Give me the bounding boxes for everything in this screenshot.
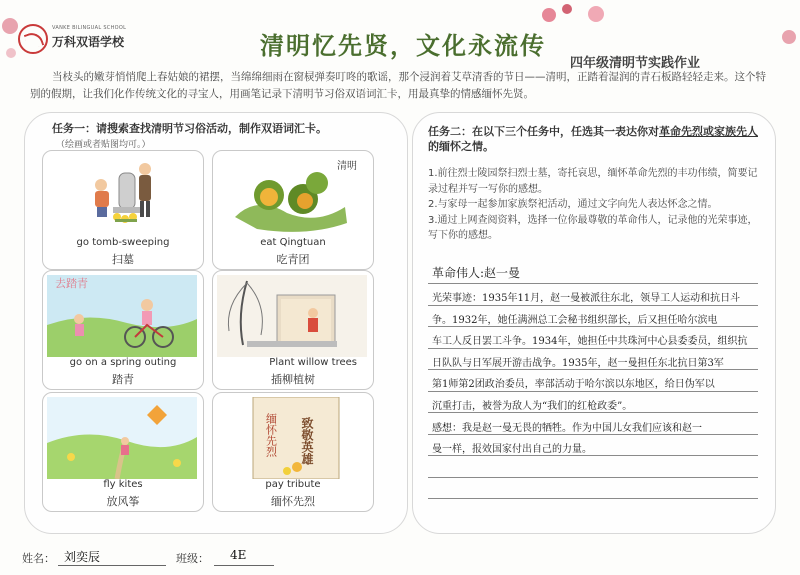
essay-line: 车工人反日罢工斗争。1934年，她担任中共珠河中心县委委员，组织抗 [432,336,748,348]
card-caption-cn: 缅怀先烈 [271,495,315,508]
tribute-poster-illustration [217,397,367,479]
blossom-decoration [588,6,604,22]
ruled-line [428,283,758,284]
card-caption-cn: 放风筝 [106,495,140,508]
task2-heading-emphasis: 革命先烈或家族先人 [659,125,758,138]
task2-options [428,166,758,244]
school-logo-mark [18,24,48,54]
blossom-decoration [562,4,572,14]
card-caption-cn: 吃青团 [276,253,310,266]
card-caption-en: go on a spring outing [69,357,177,368]
page-subtitle: 四年级清明节实践作业 [570,56,701,71]
vocab-card [212,392,374,512]
card-caption-en: go tomb-sweeping [76,237,170,248]
essay-line: 第1师第2团政治委员，率部活动于哈尔滨以东地区，给日伪军以 [432,379,715,391]
qingtuan-tag: 清明 [337,161,357,172]
card-caption-en: eat Qingtuan [260,237,326,248]
card-caption-cn: 踏青 [112,373,134,386]
class-underline [214,565,274,566]
class-label: 班级： [176,552,209,565]
essay-line: 争。1932年，她任满洲总工会秘书组织部长，后又担任哈尔滨电 [432,314,718,326]
task2-option: 1.前往烈士陵园祭扫烈士墓，寄托哀思，缅怀革命先烈的丰功伟绩，简要记录过程并写一写你的感想。 [428,168,758,195]
vocab-card [42,150,204,270]
task1-note: （绘画或者贴图均可。） [56,140,151,150]
task2-heading-c: 的缅怀之情。 [428,140,494,153]
name-label: 姓名： [22,552,55,565]
card-caption-cn: 插柳植树 [271,373,315,386]
essay-line: 光荣事迹：1935年11月，赵一曼被派往东北，领导工人运动和抗日斗 [432,293,741,304]
blossom-decoration [782,30,796,44]
task2-heading-a: 任务二：在以下三个任务中，任选其一表达你对 [428,125,659,138]
tomb-sweeping-illustration [47,155,197,237]
name-underline [58,565,166,566]
qingtuan-illustration [217,155,367,237]
task2-heading [428,124,760,154]
page-title: 清明忆先贤，文化永流传 [260,32,546,60]
essay-line: 曼一样，报效国家付出自己的力量。 [432,444,592,456]
essay-line: 感想：我是赵一曼无畏的牺牲。作为中国儿女我们应该和赵一 [432,422,702,434]
blossom-decoration [6,48,16,58]
tribute-poster-left-text: 缅怀先烈 [264,413,278,457]
task2-option: 2.与家母一起参加家族祭祀活动，通过文字向先人表达怀念之情。 [428,199,718,210]
blossom-decoration [542,8,556,22]
task1-heading: 任务一：请搜索查找清明节习俗活动，制作双语词汇卡。 [52,122,327,135]
ruled-line [428,477,758,478]
tribute-poster-right-text: 致敬英雄 [300,417,314,465]
blossom-decoration [2,18,18,34]
ruled-line [428,498,758,499]
answer-title: 革命伟人:赵一曼 [432,266,521,280]
answer-essay [432,288,758,461]
essay-line: 日队队与日军展开游击战争。1935年，赵一曼担任东北抗日第3军 [432,357,724,369]
essay-line: 沉重打击，被誉为敌人为“我们的红枪政委”。 [432,400,633,412]
vocab-card [212,150,374,270]
task2-option: 3.通过上网查阅资料，选择一位你最尊敬的革命伟人，记录他的光荣事迹，写下你的感想。 [428,214,758,241]
school-name-cn: 万科双语学校 [52,35,125,49]
intro-paragraph: 当枝头的嫩芽悄悄爬上春姑娘的裙摆，当绵绵细雨在窗棂弹奏叮咚的歌谣，那个浸润着艾草清香的节日——清明，正踏着湿润的青石板路轻轻走来。这个特别的假期，让我们化作传统文化的寻宝人，用画笔记录下清明节习俗双语词汇卡，用最真挚的情感缅怀先贤。 [30,71,766,100]
card-caption-en: Plant willow trees [269,357,357,368]
vocab-card [42,392,204,512]
spring-outing-tag: 去踏青 [55,277,88,290]
vocab-card [42,270,204,390]
willow-planting-illustration [217,275,367,357]
kite-flying-illustration [47,397,197,479]
name-value: 刘奕辰 [64,550,101,564]
card-caption-en: fly kites [103,479,143,490]
school-logo [18,22,138,58]
spring-outing-illustration [47,275,197,357]
class-value: 4E [230,548,247,562]
school-name-en: VANKE BILINGUAL SCHOOL [52,25,127,31]
card-caption-en: pay tribute [265,479,321,490]
vocab-card [212,270,374,390]
card-caption-cn: 扫墓 [112,253,134,266]
